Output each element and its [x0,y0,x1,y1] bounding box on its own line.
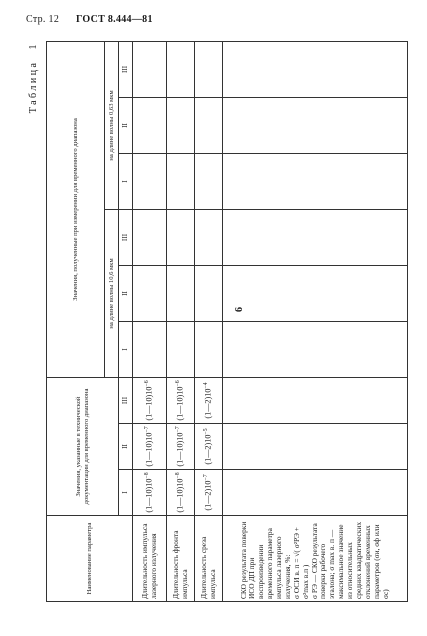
value-cell: $(1—10)10^{-8}$ [167,470,195,516]
value-cell: $(1—2)10^{-7}$ [195,470,223,516]
empty-cell [195,97,223,153]
empty-cell [195,153,223,209]
page-header [26,14,153,25]
page-number-label: Стр. 12 [26,14,60,25]
value-cell: $(1—2)10^{-5}$ [195,424,223,470]
table-row [167,41,195,601]
empty-cell [195,265,223,321]
empty-cell [195,209,223,265]
empty-cell [223,97,408,153]
range-w2-2: II [119,97,133,153]
table-label [28,42,39,113]
table-row [223,41,408,601]
value-cell: $(1—10)10^{-7}$ [167,424,195,470]
table-label-word: Таблица [28,60,39,114]
empty-cell [133,97,167,153]
range-doc-2: II [119,424,133,470]
empty-cell [133,321,167,377]
empty-cell [223,153,408,209]
empty-cell [167,41,195,97]
rotated-table-frame [28,42,408,602]
table-row [133,41,167,601]
value-cell: $(1—2)10^{-4}$ [195,377,223,423]
empty-cell [223,470,408,516]
param-formula: σ ОСИ в. п = √( σ²РЭ + σ²max в.п ) [291,527,310,599]
parameters-table [46,41,408,602]
range-doc-3: III [119,377,133,423]
empty-cell [167,265,195,321]
value-cell: $(1—10)10^{-8}$ [133,470,167,516]
empty-cell [133,153,167,209]
range-w1-3: III [119,209,133,265]
param-name: Длительность фронта импульса [167,516,195,602]
range-w2-1: I [119,153,133,209]
param-sko: СКО результата поверки ИСО ДП при воспроизведении временного параметра импульса лазерного излучения, %: [238,521,292,599]
param-name: Длительность среза импульса [195,516,223,602]
empty-cell [167,97,195,153]
empty-cell [167,153,195,209]
empty-cell [195,321,223,377]
empty-cell [223,209,408,265]
empty-cell [223,321,408,377]
range-w2-3: III [119,41,133,97]
center-page-number: 6 [234,307,245,312]
header-doc-values: Значения, указанные в технической документации для временного диапазона [47,377,119,515]
header-measured-values: Значения, полученные при измерении для временного диапазона [47,41,105,377]
param-name [223,516,408,602]
value-cell: $(1—10)10^{-7}$ [133,424,167,470]
empty-cell [167,209,195,265]
header-wavelength-0-63: на длине волны 0,63 мкм [105,41,119,209]
empty-cell [133,41,167,97]
range-w1-1: I [119,321,133,377]
range-w1-2: II [119,265,133,321]
header-wavelength-10-6: на длине волны 10,6 мкм [105,209,119,377]
param-name: Длительность импульса лазерного излучения [133,516,167,602]
empty-cell [167,321,195,377]
standard-code: ГОСТ 8.444—81 [75,14,153,25]
header-param: Наименование параметра [47,516,133,602]
empty-cell [195,41,223,97]
empty-cell [133,265,167,321]
empty-cell [223,424,408,470]
empty-cell [133,209,167,265]
empty-cell [223,265,408,321]
table-label-number: 1 [28,42,39,50]
param-note: σ РЭ — СКО результата поверки рабочего эталона; σ max в. п — максимальное значение из относительных средних квадратических отклонений временных параметров (σи, σф или σс) [309,521,390,599]
value-cell: $(1—10)10^{-6}$ [133,377,167,423]
table-row [195,41,223,601]
empty-cell [223,41,408,97]
value-cell: $(1—10)10^{-6}$ [167,377,195,423]
range-doc-1: I [119,470,133,516]
empty-cell [223,377,408,423]
